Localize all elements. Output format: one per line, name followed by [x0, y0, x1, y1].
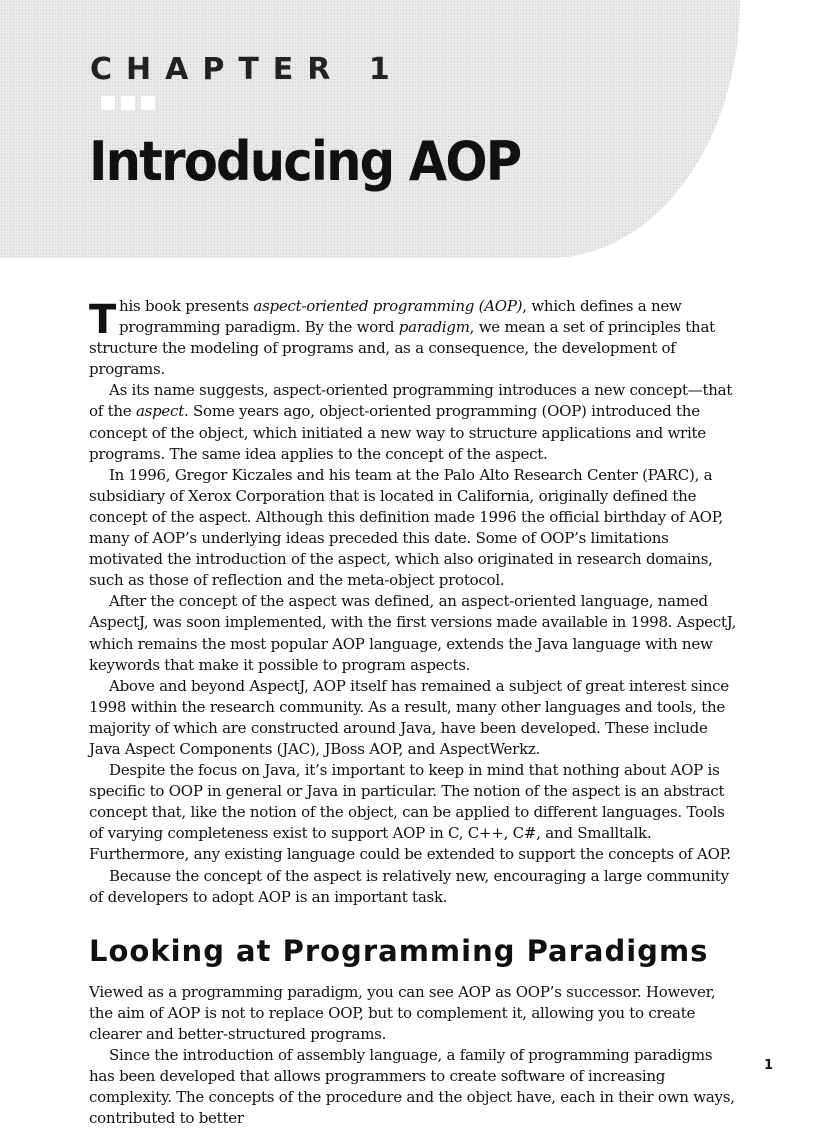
square-icon [141, 96, 155, 110]
intro-paragraph-3: In 1996, Gregor Kiczales and his team at the Palo Alto Research Center (PARC), a subsidiary of Xerox Corporation that is located in California, originally defined the concept of the aspect. Although this definition made 1996 the official birthday of AOP, many of AOP’s underlying ideas preceded this date. Some of OOP’s limitations motivated the introduction of the aspect, which also originated in research domains, such as those of reflection and the meta-object protocol. [89, 465, 724, 590]
text-run: As its name suggests, aspect-oriented programming introduces a new concept—that of the [89, 381, 733, 421]
chapter-header-band [0, 0, 740, 258]
intro-paragraph-4: After the concept of the aspect was defined, an aspect-oriented language, named AspectJ, was soon implemented, with the first versions made available in 1998. AspectJ, which remains the most popular AOP language, extends the Java language with new keywords that make it possible to program aspects. [89, 592, 737, 674]
section-paragraph-1: Viewed as a programming paradigm, you can see AOP as OOP’s successor. However, the aim of AOP is not to replace OOP, but to complement it, allowing you to create clearer and better-structured programs. [89, 982, 716, 1043]
intro-paragraph-1 [89, 296, 741, 380]
square-icon [121, 96, 135, 110]
intro-paragraph-2 [89, 380, 741, 464]
intro-paragraph-6: Despite the focus on Java, it’s important to keep in mind that nothing about AOP is specific to OOP in general or Java in particular. The notion of the aspect is an abstract concept that, like the notion of the object, can be applied to different languages. Tools of varying completeness exist to support AOP in C, C++, C#, and Smalltalk. Furthermore, any existing language could be extended to support the concepts of AOP. [89, 761, 731, 864]
square-icon [101, 96, 115, 110]
emphasis-text: aspect [135, 402, 184, 421]
page-number: 1 [764, 1058, 774, 1073]
text-run: , we mean a set of principles that structure the modeling of programs and, as a consequence, the development of programs. [89, 318, 715, 379]
intro-paragraph-5: Above and beyond AspectJ, AOP itself has remained a subject of great interest since 1998 within the research community. As a result, many other languages and tools, the majority of which are constructed around Java, have been developed. These include Java Aspect Components (JAC), JBoss AOP, and AspectWerkz. [89, 676, 729, 758]
dropcap: T [89, 297, 117, 343]
text-run: . Some years ago, object-oriented programming (OOP) introduced the concept of the object, which initiated a new way to structure applications and write programs. The same idea applies to the concept of the aspect. [89, 402, 706, 463]
emphasis-text: aspect-oriented programming (AOP) [253, 297, 523, 315]
text-run: his book presents [119, 297, 254, 315]
text-run: , which defines a new programming paradigm. By the word [119, 297, 682, 337]
decorative-squares [101, 96, 155, 110]
section-heading: Looking at Programming Paradigms [89, 933, 709, 968]
emphasis-text: paradigm [398, 318, 470, 337]
body-text [89, 296, 741, 1129]
section-paragraph-2: Since the introduction of assembly language, a family of programming paradigms has been developed that allows programmers to create software of increasing complexity. The concepts of the procedure and the object have, each in their own ways, contributed to better [89, 1046, 735, 1128]
intro-paragraph-7: Because the concept of the aspect is relatively new, encouraging a large community of developers to adopt AOP is an important task. [89, 866, 729, 906]
chapter-label: CHAPTER 1 [90, 52, 404, 87]
chapter-title: Introducing AOP [89, 130, 521, 193]
